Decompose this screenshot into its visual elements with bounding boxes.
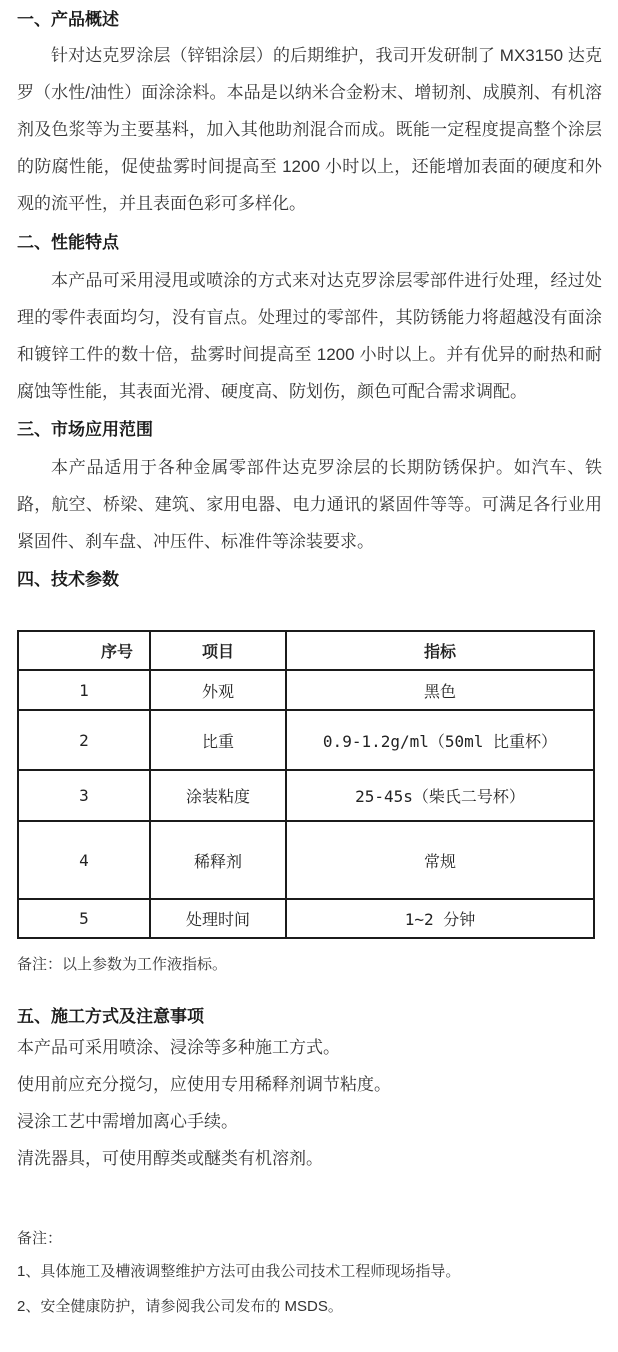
table-header-value: 指标: [286, 631, 594, 670]
section-heading-performance-features: 二、性能特点: [17, 233, 119, 252]
table-cell-item: 稀释剂: [150, 821, 286, 899]
table-note: 备注：以上参数为工作液指标。: [17, 956, 228, 973]
table-cell-index: 1: [18, 670, 150, 710]
construction-line: 浸涂工艺中需增加离心手续。: [17, 1112, 238, 1131]
table-cell-value: 0.9-1.2g/ml（50ml 比重杯）: [286, 710, 594, 770]
table-cell-index: 4: [18, 821, 150, 899]
section-heading-market-application: 三、市场应用范围: [17, 420, 153, 439]
table-cell-item: 处理时间: [150, 899, 286, 938]
remarks-label: 备注：: [17, 1230, 63, 1247]
table-cell-index: 2: [18, 710, 150, 770]
section-body-market-application: 本产品适用于各种金属零部件达克罗涂层的长期防锈保护。如汽车、铁路，航空、桥梁、建筑、家用电器、电力通讯的紧固件等等。可满足各行业用紧固件、刹车盘、冲压件、标准件等涂装要求。: [17, 458, 602, 551]
table-cell-value: 1~2 分钟: [286, 899, 594, 938]
table-cell-item: 外观: [150, 670, 286, 710]
table-cell-item: 涂装粘度: [150, 770, 286, 821]
remark-item: 1、具体施工及槽液调整维护方法可由我公司技术工程师现场指导。: [17, 1263, 461, 1280]
table-cell-value: 25-45s（柴氏二号杯）: [286, 770, 594, 821]
table-row: [18, 899, 594, 938]
table-cell-item: 比重: [150, 710, 286, 770]
table-row: [18, 821, 594, 899]
table-row: [18, 670, 594, 710]
section-heading-construction-methods: 五、施工方式及注意事项: [17, 1007, 204, 1026]
section-body-product-overview: 针对达克罗涂层（锌铝涂层）的后期维护，我司开发研制了 MX3150 达克罗（水性/油性）面涂涂料。本品是以纳米合金粉末、增韧剂、成膜剂、有机溶剂及色浆等为主要基料，加入其他助剂混合而成。既能一定程度提高整个涂层的防腐性能，促使盐雾时间提高至 1200 小时以上，还能增加表面的硬度和外观的流平性，并且表面色彩可多样化。: [17, 46, 602, 213]
table-cell-value: 黑色: [286, 670, 594, 710]
construction-line: 本产品可采用喷涂、浸涂等多种施工方式。: [17, 1038, 340, 1057]
technical-parameters-table: [17, 630, 595, 939]
section-body-performance-features: 本产品可采用浸甩或喷涂的方式来对达克罗涂层零部件进行处理，经过处理的零件表面均匀，没有盲点。处理过的零部件，其防锈能力将超越没有面涂和镀锌工件的数十倍，盐雾时间提高至 1200 小时以上。并有优异的耐热和耐腐蚀等性能，其表面光滑、硬度高、防划伤，颜色可配合需求调配。: [17, 271, 602, 401]
section-heading-technical-parameters: 四、技术参数: [17, 570, 119, 589]
section-heading-product-overview: 一、产品概述: [17, 10, 119, 29]
table-cell-index: 5: [18, 899, 150, 938]
construction-line: 清洗器具，可使用醇类或醚类有机溶剂。: [17, 1149, 323, 1168]
table-header-index: 序号: [18, 631, 150, 670]
table-header-item: 项目: [150, 631, 286, 670]
construction-line: 使用前应充分搅匀，应使用专用稀释剂调节粘度。: [17, 1075, 391, 1094]
remark-item: 2、安全健康防护，请参阅我公司发布的 MSDS。: [17, 1298, 343, 1315]
table-row: [18, 710, 594, 770]
table-cell-value: 常规: [286, 821, 594, 899]
table-row: [18, 770, 594, 821]
table-header-row: [18, 631, 594, 670]
table-cell-index: 3: [18, 770, 150, 821]
